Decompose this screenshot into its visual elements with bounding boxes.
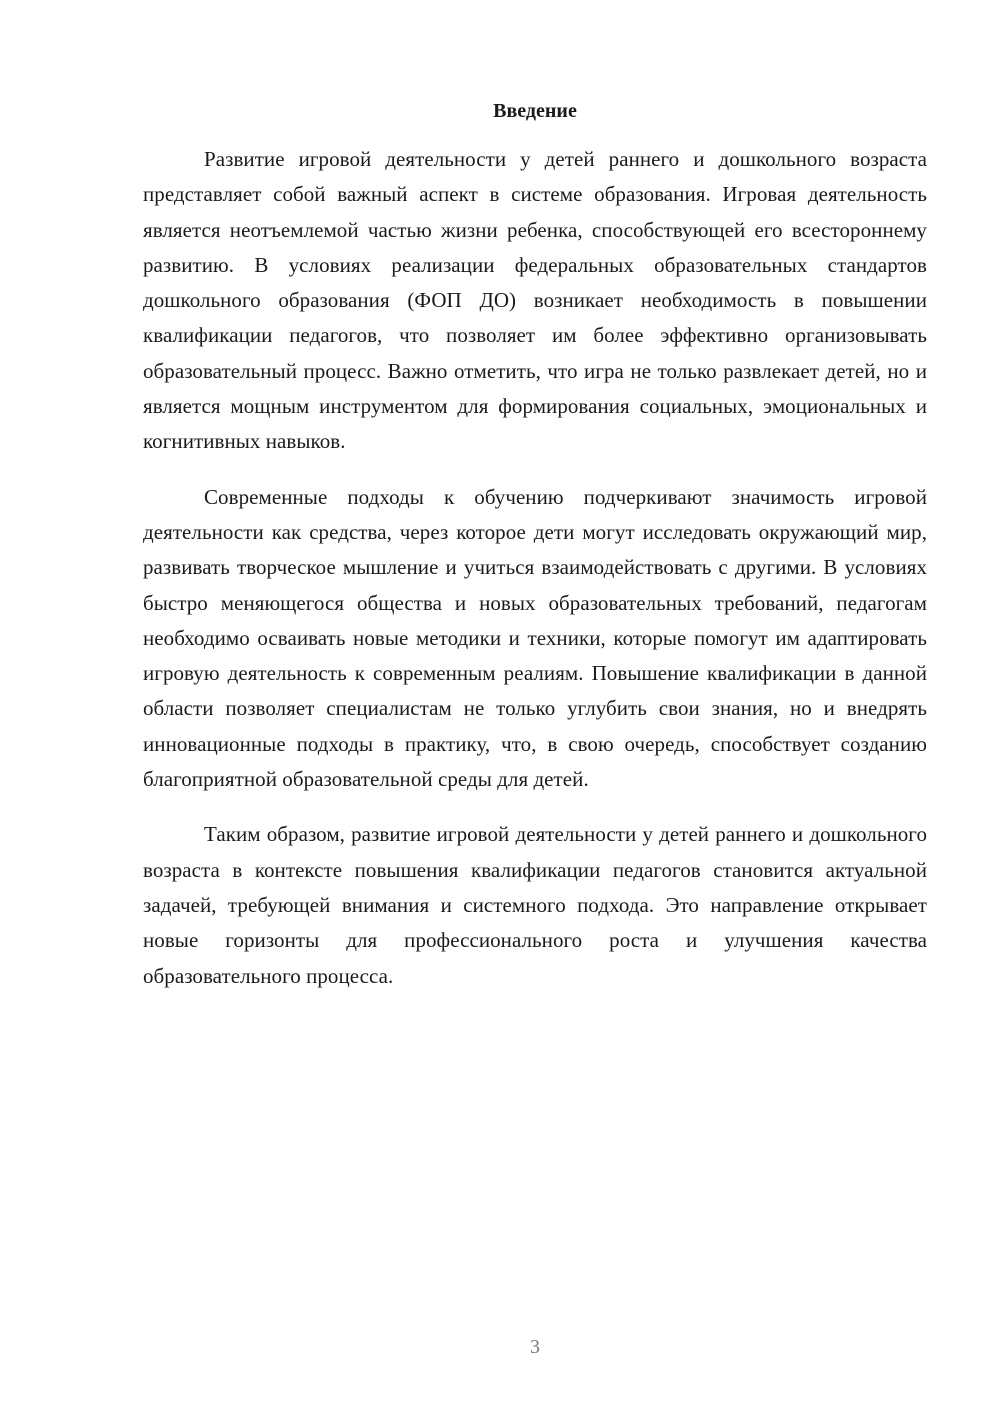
section-title: Введение	[493, 100, 577, 122]
paragraph-3: Таким образом, развитие игровой деятельности у детей раннего и дошкольного возраста в контексте повышения квалификации педагогов становится актуальной задачей, требующей внимания и системного подхода. Это направление открывает новые горизонты для профессионального роста и улучшения качества образовательного процесса.	[143, 822, 927, 988]
page-number: 3	[530, 1336, 540, 1358]
paragraph-1: Развитие игровой деятельности у детей раннего и дошкольного возраста представляет собой важный аспект в системе образования. Игровая деятельность является неотъемлемой частью жизни ребенка, способствующей его всестороннему развитию. В условиях реализации федеральных образовательных стандартов дошкольного образования (ФОП ДО) возникает необходимость в повышении квалификации педагогов, что позволяет им более эффективно организовывать образовательный процесс. Важно отметить, что игра не только развлекает детей, но и является мощным инструментом для формирования социальных, эмоциональных и когнитивных навыков.	[143, 147, 927, 454]
paragraph-2: Современные подходы к обучению подчеркивают значимость игровой деятельности как средства, через которое дети могут исследовать окружающий мир, развивать творческое мышление и учиться взаимодействовать с другими. В условиях быстро меняющегося общества и новых образовательных требований, педагогам необходимо осваивать новые методики и техники, которые помогут им адаптировать игровую деятельность к современным реалиям. Повышение квалификации в данной области позволяет специалистам не только углубить свои знания, но и внедрять инновационные подходы в практику, что, в свою очередь, способствует созданию благоприятной образовательной среды для детей.	[143, 484, 927, 792]
body-text	[143, 142, 927, 1014]
